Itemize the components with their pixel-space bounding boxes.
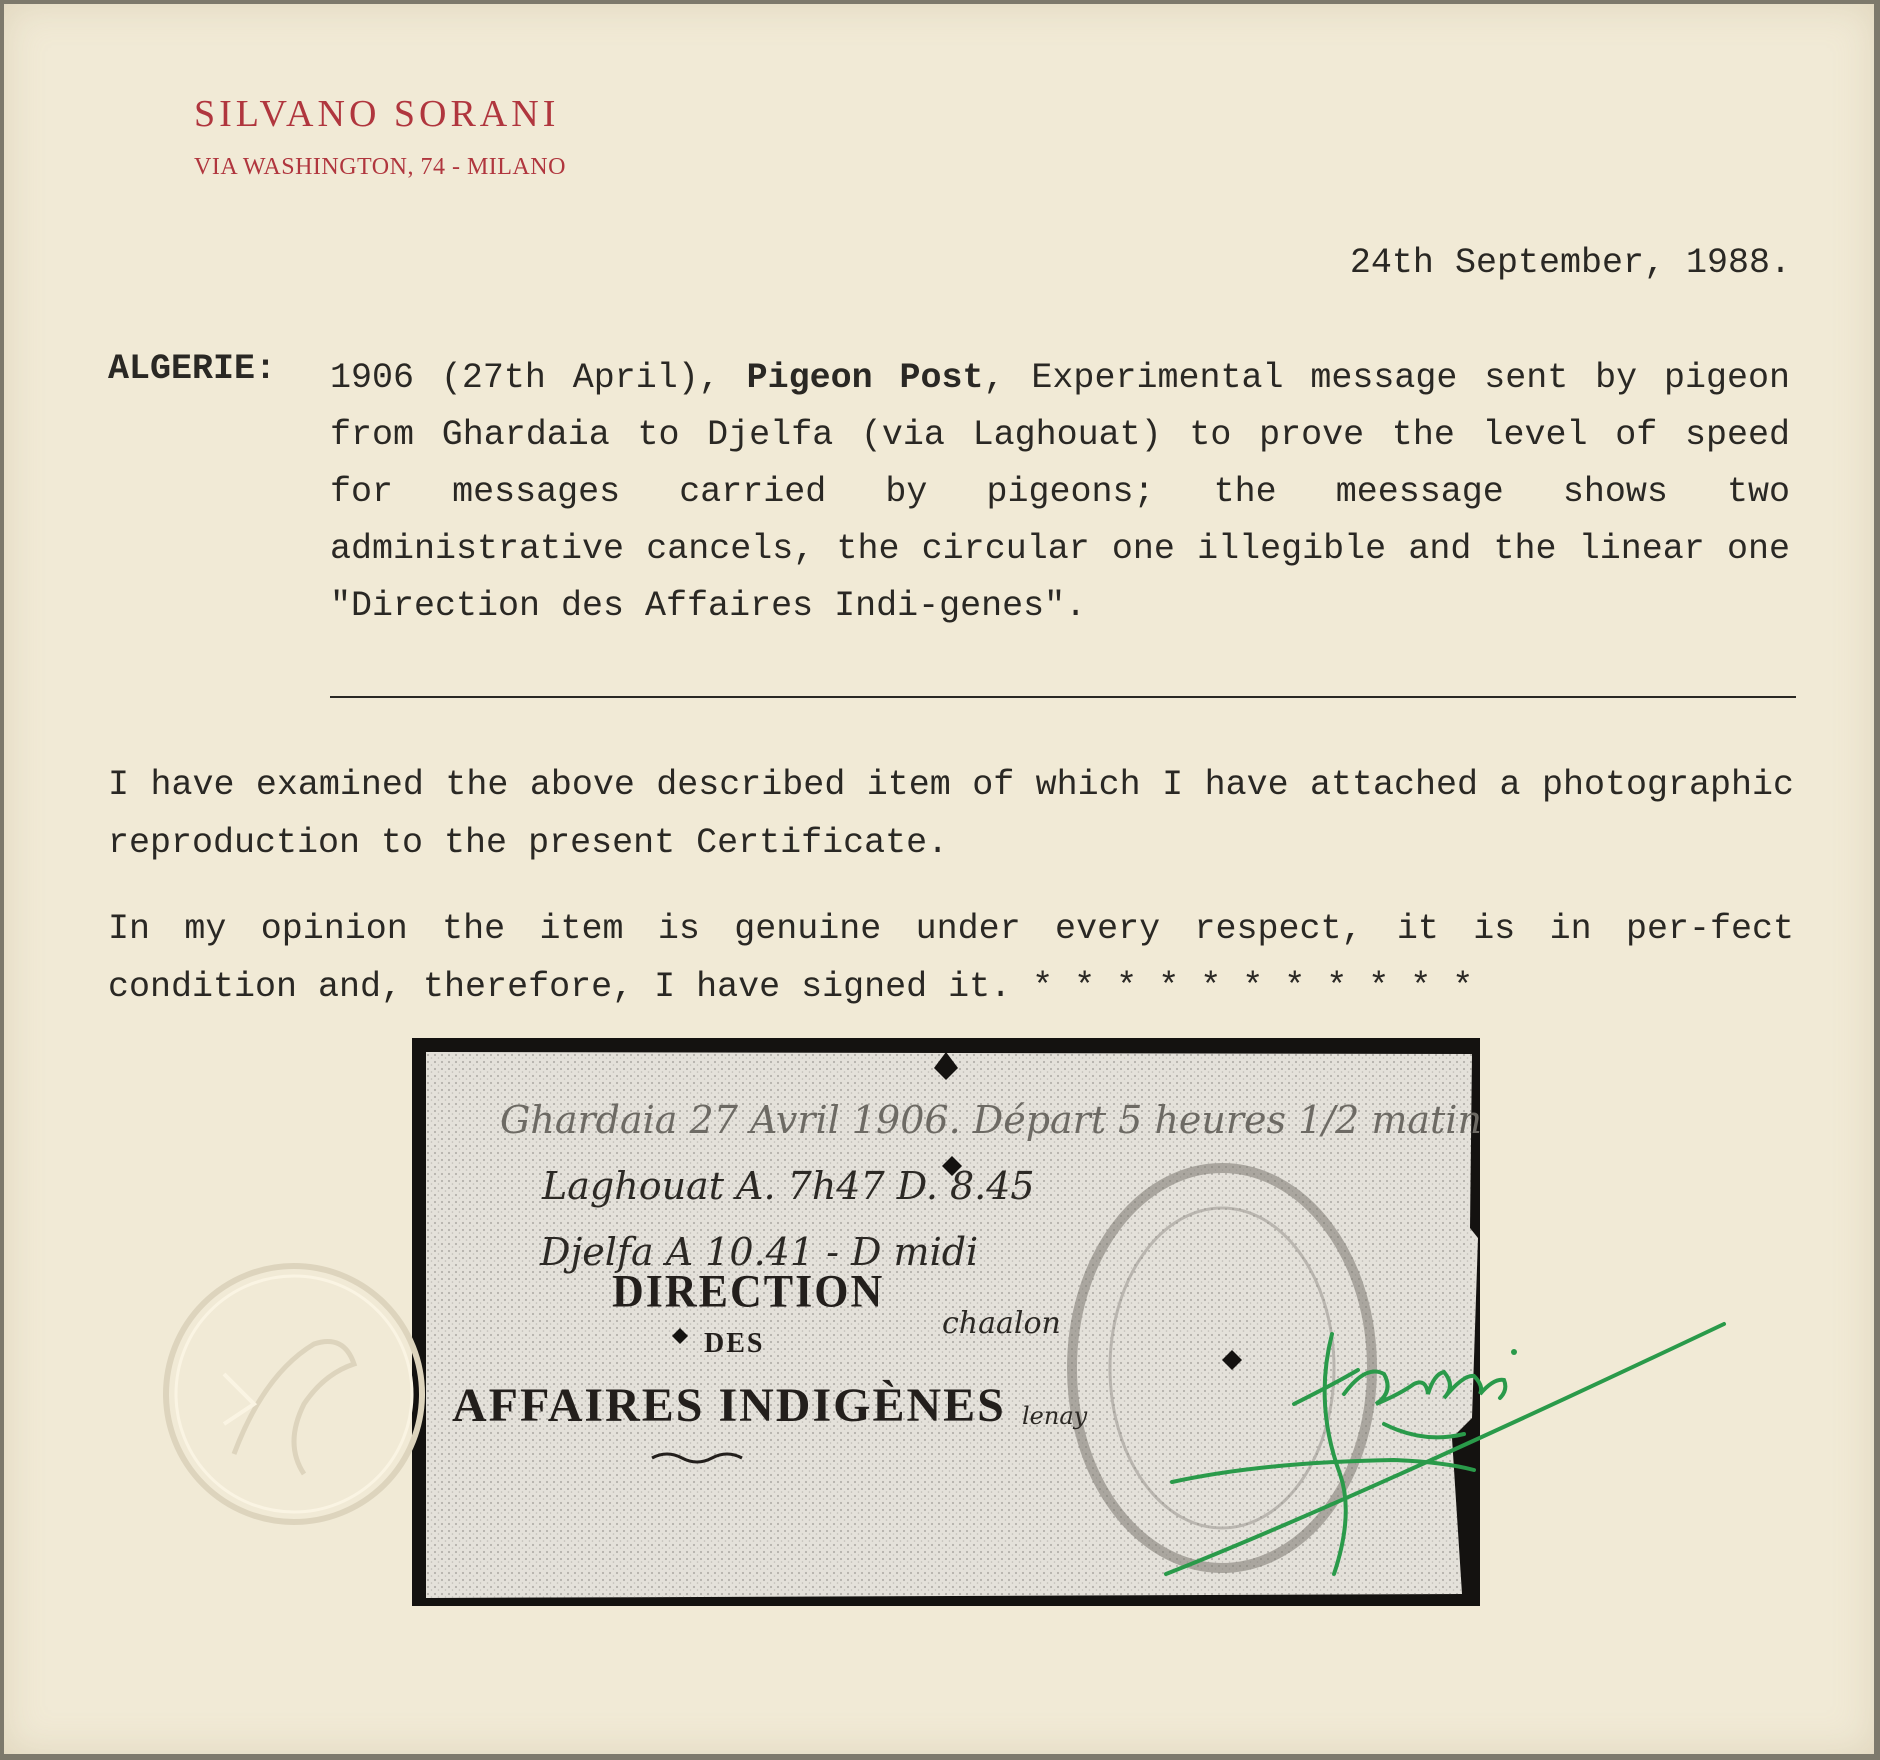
lot-highlight: Pigeon Post <box>746 358 984 398</box>
letterhead-address: VIA WASHINGTON, 74 - MILANO <box>194 154 566 180</box>
certificate-sheet <box>4 4 1874 1754</box>
cancel-direction: DIRECTION <box>612 1265 885 1318</box>
handwriting-laghouat: Laghouat A. 7h47 D. 8.45 <box>542 1164 1035 1208</box>
handwriting-ghardaia: Ghardaia 27 Avril 1906. Départ 5 heures 1/2 matin <box>500 1098 1482 1142</box>
lot-text: , Experimental message sent by pigeon from Ghardaia to Djelfa (via Laghouat) to prove the level of speed for messages carried by pigeons; the meessage shows two administrative cancels, the circular one illegible and the linear one "Direction des Affaires Indi-genes". <box>330 358 1790 626</box>
examination-paragraph: I have examined the above described item of which I have attached a photographic reproduction to the present Certificate. <box>108 765 1794 863</box>
handwriting-lenay: lenay <box>1022 1402 1088 1430</box>
cancel-des: DES <box>704 1328 765 1359</box>
letterhead-name: SILVANO SORANI <box>194 93 560 135</box>
letterhead <box>194 92 566 181</box>
stars-fill: * * * * * * * * * * * <box>1032 967 1474 1007</box>
lot-description <box>330 350 1790 635</box>
lot-label: ALGERIE: <box>108 349 277 389</box>
certificate-date: 24th September, 1988. <box>1349 243 1791 283</box>
handwriting-chaalon: chaalon <box>942 1306 1061 1341</box>
embossed-seal <box>154 1254 434 1534</box>
divider-rule <box>330 696 1796 698</box>
green-signature <box>1144 1274 1744 1594</box>
cancel-affaires-indigenes: AFFAIRES INDIGÈNES <box>452 1379 1006 1432</box>
handwriting-djelfa: Djelfa A 10.41 - D midi <box>540 1230 979 1274</box>
lot-intro: 1906 (27th April), <box>330 358 747 398</box>
opinion-paragraph <box>108 900 1794 1016</box>
opinion-text: In my opinion the item is genuine under every respect, it is in per-fect condition and, therefore, I have signed it. <box>108 909 1794 1007</box>
